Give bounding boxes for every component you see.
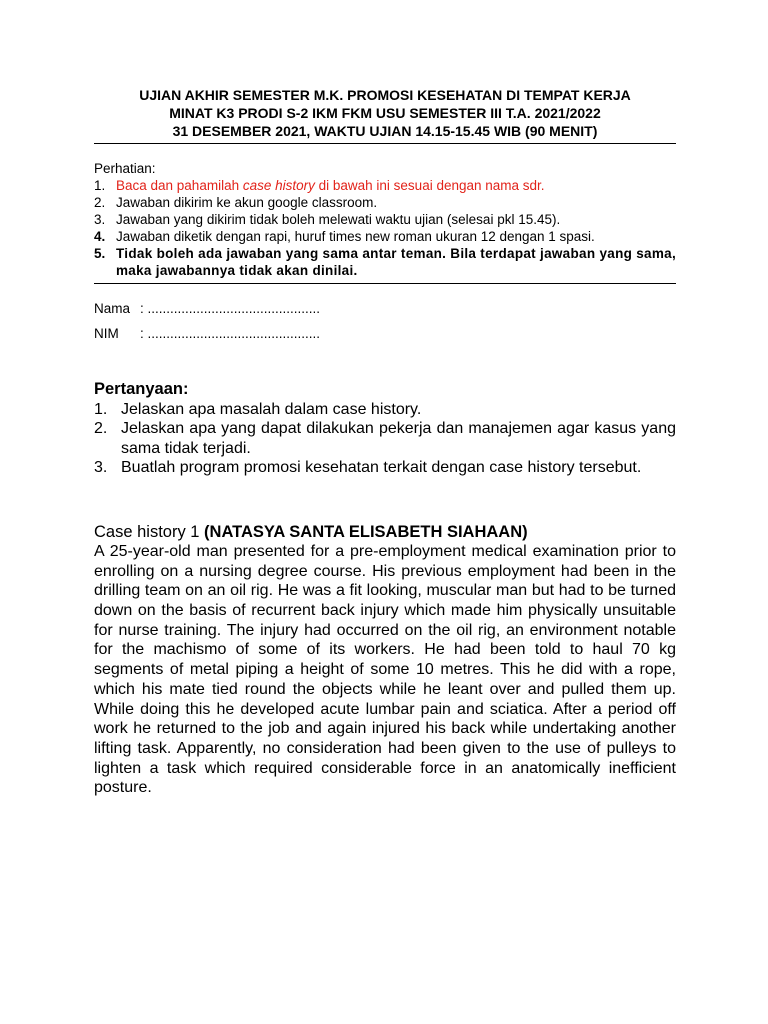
notice-item-3 bbox=[94, 211, 676, 228]
question-num-3: 3. bbox=[94, 459, 108, 477]
header-line-1: UJIAN AKHIR SEMESTER M.K. PROMOSI KESEHATAN DI TEMPAT KERJA bbox=[139, 87, 631, 103]
notice-text-4: Jawaban diketik dengan rapi, huruf times new roman ukuran 12 dengan 1 spasi. bbox=[116, 229, 595, 244]
case-body: A 25-year-old man presented for a pre-employment medical examination prior to enrolling on a nursing degree course. His previous employment had been in the drilling team on an oil rig. He was a fit looking, muscular man but had to be turned down on the basis of recurrent back injury which made him physically unsuitable for nurse training. The injury had occurred on the oil rig, an environment notable for the machismo of some of its workers. He had been told to haul 70 kg segments of metal piping a height of some 10 metres. This he did with a rope, which his mate tied round the objects while he leant over and pulled them up. While doing this he developed acute lumbar pain and sciatica. After a period off work he returned to the job and again injured his back while undertaking another lifting task. Apparently, no consideration had been given to the use of pulleys to lighten a task which required considerable force in an anatomically inefficient posture. bbox=[94, 542, 676, 797]
nim-value: : .............................................. bbox=[140, 326, 321, 341]
document-page bbox=[94, 86, 676, 798]
notice-divider bbox=[94, 283, 676, 284]
notice-num-4: 4. bbox=[94, 229, 106, 244]
case-title bbox=[94, 522, 676, 542]
notice-text-1-after: di bawah ini sesuai dengan nama sdr. bbox=[314, 178, 545, 193]
notice-text-3: Jawaban yang dikirim tidak boleh melewati waktu ujian (selesai pkl 15.45). bbox=[116, 212, 561, 227]
notice-num-2: 2. bbox=[94, 195, 106, 210]
header-divider bbox=[94, 143, 676, 144]
notice-list bbox=[94, 177, 676, 279]
question-text-3: Buatlah program promosi kesehatan terkait dengan case history tersebut. bbox=[121, 459, 642, 477]
question-num-1: 1. bbox=[94, 400, 108, 418]
case-title-name: (NATASYA SANTA ELISABETH SIAHAAN) bbox=[204, 522, 528, 541]
question-item-3 bbox=[94, 458, 676, 478]
question-item-2 bbox=[94, 419, 676, 458]
notice-num-1: 1. bbox=[94, 178, 106, 193]
questions-list bbox=[94, 400, 676, 478]
notice-num-3: 3. bbox=[94, 212, 106, 227]
name-field[interactable] bbox=[94, 300, 676, 317]
notice-item-4 bbox=[94, 228, 676, 245]
notice-text-1-em: case history bbox=[242, 178, 315, 193]
question-text-1: Jelaskan apa masalah dalam case history. bbox=[121, 400, 422, 418]
questions-section bbox=[94, 380, 676, 478]
question-num-2: 2. bbox=[94, 420, 108, 438]
notice-num-5: 5. bbox=[94, 246, 106, 261]
case-title-prefix: Case history 1 bbox=[94, 522, 205, 541]
notice-text-1-before: Baca dan pahamilah bbox=[116, 178, 243, 193]
notice-section bbox=[94, 160, 676, 279]
header-line-2: MINAT K3 PRODI S-2 IKM FKM USU SEMESTER III T.A. 2021/2022 bbox=[169, 105, 601, 121]
question-item-1 bbox=[94, 400, 676, 420]
nim-field[interactable] bbox=[94, 325, 676, 342]
notice-text-5: Tidak boleh ada jawaban yang sama antar teman. Bila terdapat jawaban yang sama, maka jawabannya tidak akan dinilai. bbox=[116, 246, 676, 278]
notice-item-2 bbox=[94, 194, 676, 211]
exam-header bbox=[94, 86, 676, 140]
notice-item-1 bbox=[94, 177, 676, 194]
name-value: : .............................................. bbox=[140, 301, 321, 316]
nim-label: NIM bbox=[94, 326, 119, 341]
questions-heading: Pertanyaan: bbox=[94, 380, 189, 398]
notice-heading: Perhatian: bbox=[94, 161, 156, 176]
case-section bbox=[94, 522, 676, 798]
header-line-3: 31 DESEMBER 2021, WAKTU UJIAN 14.15-15.45 WIB (90 MENIT) bbox=[172, 123, 598, 139]
notice-text-1 bbox=[116, 177, 545, 194]
identity-fields bbox=[94, 300, 676, 342]
question-text-2: Jelaskan apa yang dapat dilakukan pekerja dan manajemen agar kasus yang sama tidak terjadi. bbox=[121, 420, 676, 457]
notice-item-5 bbox=[94, 245, 676, 279]
notice-text-2: Jawaban dikirim ke akun google classroom. bbox=[116, 195, 378, 210]
name-label: Nama bbox=[94, 301, 131, 316]
